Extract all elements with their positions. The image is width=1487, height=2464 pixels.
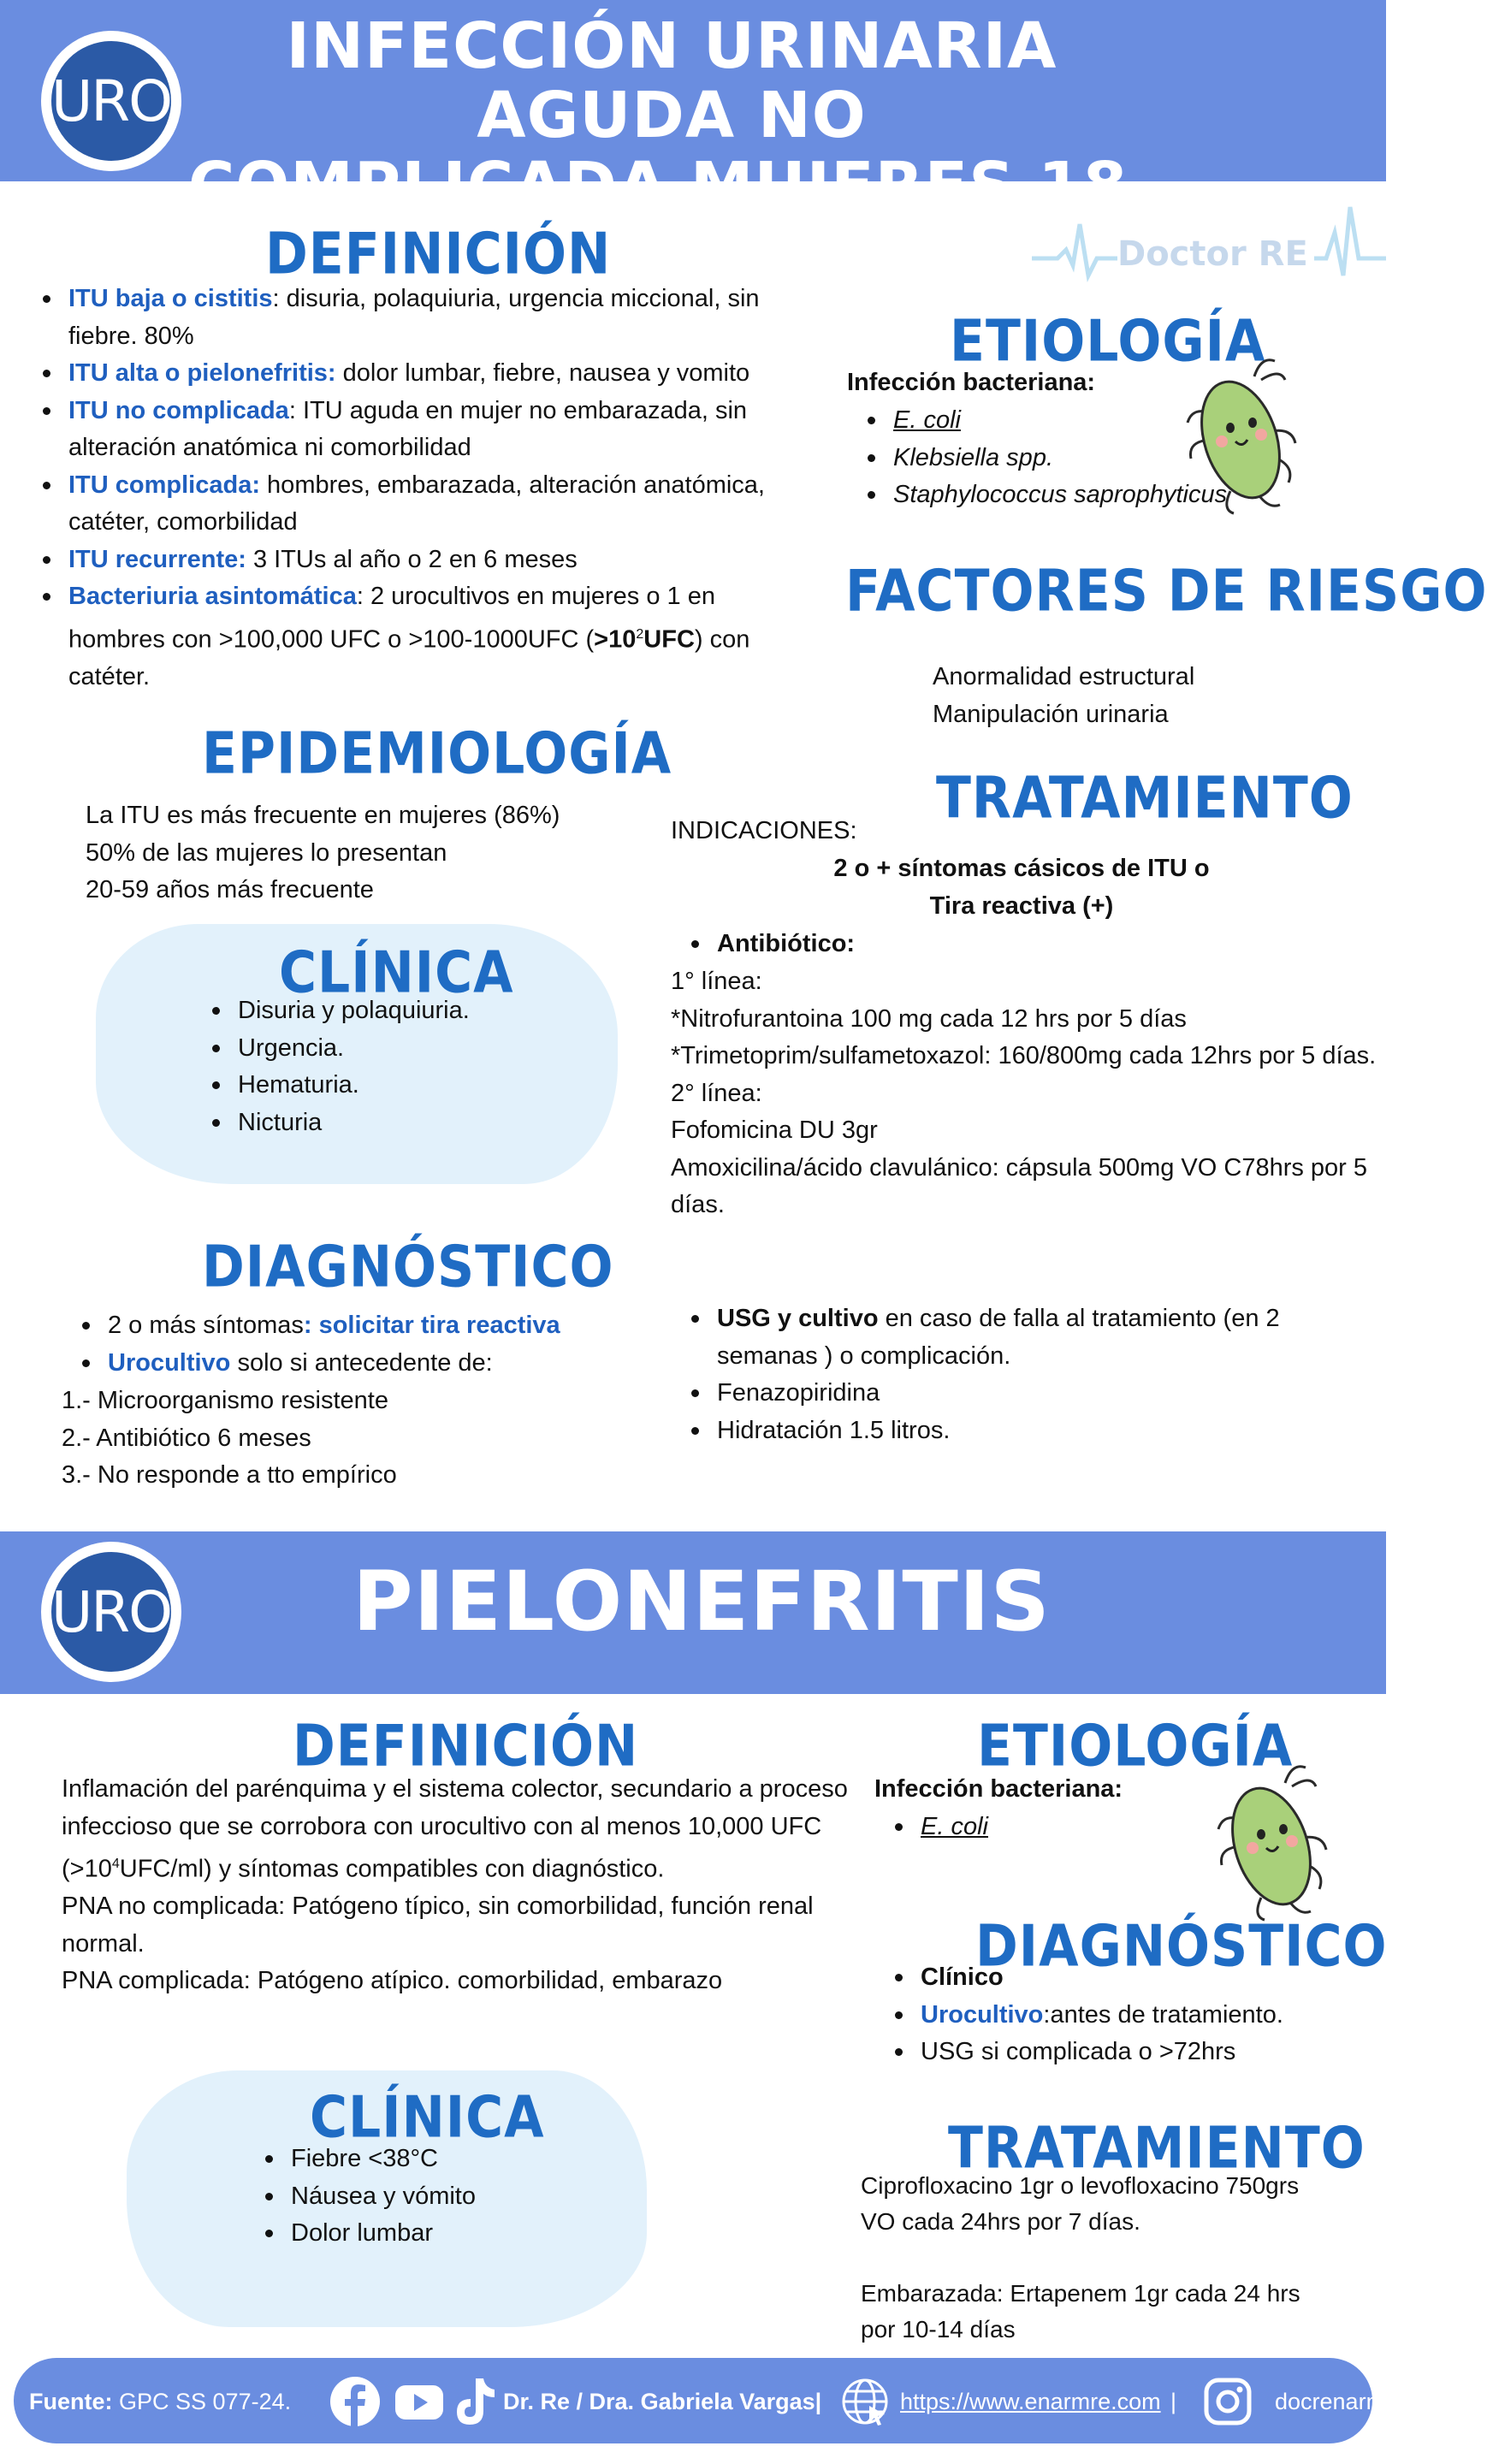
clinica-heading-2: CLÍNICA: [310, 2084, 545, 2152]
list-item: Clínico: [883, 1959, 1379, 1997]
tratamiento-heading-2: TRATAMIENTO: [948, 2115, 1366, 2183]
tratamiento-extra-list: [679, 1300, 1364, 1449]
uro-logo-text: URO: [51, 41, 171, 161]
page-title-2: PIELONEFRITIS: [352, 1554, 1051, 1650]
etiologia-heading-2: ETIOLOGÍA: [977, 1713, 1294, 1780]
etiologia-intro: Infección bacteriana:: [847, 369, 1096, 396]
list-item: ITU baja o cistitis: disuria, polaquiuria, urgencia miccional, sin fiebre. 80%: [31, 281, 809, 355]
etiologia-list-2: [883, 1809, 1157, 1846]
list-item: Dolor lumbar: [253, 2215, 613, 2253]
list-item: Urocultivo:antes de tratamiento.: [883, 1997, 1379, 2035]
footer-bar: [14, 2358, 1386, 2443]
definicion-heading-2: DEFINICIÓN: [293, 1713, 639, 1780]
factores-heading: FACTORES DE RIESGO: [845, 558, 1487, 625]
list-item: ITU alta o pielonefritis: dolor lumbar, fiebre, nausea y vomito: [31, 355, 809, 393]
footer-separator: |: [1170, 2389, 1177, 2414]
uro-logo-text: URO: [51, 1552, 171, 1672]
list-item: Urocultivo solo si antecedente de:: [70, 1345, 652, 1383]
globe-icon[interactable]: [840, 2377, 890, 2426]
list-item: Urgencia.: [200, 1030, 577, 1068]
diagnostico-list: [70, 1307, 652, 1382]
brand-watermark: Doctor RE: [1117, 234, 1308, 274]
list-item: Bacteriuria asintomática: 2 urocultivos en mujeres o 1 en hombres con >100,000 UFC o >100-1000UFC $(>10^2UFC)$ con catéter.: [31, 578, 809, 696]
uro-logo-2: [41, 1542, 181, 1682]
fuente-label: Fuente: GPC SS 077-24.: [29, 2389, 292, 2414]
clinica-heading: CLÍNICA: [279, 939, 514, 1007]
bacteria-icon: [1210, 1752, 1338, 1923]
list-item: ITU no complicada: ITU aguda en mujer no embarazada, sin alteración anatómica ni comorbilidad: [31, 393, 809, 467]
diagnostico-heading: DIAGNÓSTICO: [202, 1234, 614, 1301]
tratamiento-text-2: Ciprofloxacino 1gr o levofloxacino 750grs VO cada 24hrs por 7 días. Embarazada: Ertapenem 1gr cada 24 hrs por 10-14 días: [861, 2172, 1300, 2343]
list-item: Fenazopiridina: [679, 1375, 1364, 1413]
etiologia-intro-2: Infección bacteriana:: [874, 1775, 1123, 1803]
factores-text: Anormalidad estructural Manipulación urinaria: [933, 663, 1195, 728]
tratamiento-heading: TRATAMIENTO: [936, 765, 1354, 832]
title-line-1: INFECCIÓN URINARIA AGUDA NO: [286, 9, 1057, 153]
list-item: Hematuria.: [200, 1067, 577, 1105]
list-item: Disuria y polaquiuria.: [200, 992, 577, 1030]
indicaciones-text: 2 o + síntomas cásicos de ITU o Tira reactiva (+): [833, 855, 1210, 920]
definicion-text-2: Inflamación del parénquima y el sistema colector, secundario a proceso infeccioso que se corrobora con urocultivo con al menos 10,000 UFC $(>10^4UFC/ml)$ y síntomas compatibles con diagnóstico. PNA no complicada: Patógeno típico, sin comorbilidad, función renal normal. PNA complicada: Patógeno atípico. comorbilidad, embarazo: [62, 1775, 848, 1995]
facebook-icon[interactable]: [330, 2377, 380, 2426]
antibiotico-list: [679, 926, 1193, 963]
diagnostico-heading-2: DIAGNÓSTICO: [975, 1913, 1388, 1981]
list-item: Fiebre <38°C: [253, 2141, 613, 2178]
clinica-list-2: [253, 2141, 613, 2253]
bacteria-icon: [1179, 346, 1307, 517]
list-item: ITU recurrente: 3 ITUs al año o 2 en 6 meses: [31, 542, 809, 579]
list-item: Klebsiella spp.: [856, 440, 1335, 477]
diagnostico-list-2: [883, 1959, 1379, 2071]
list-item: Staphylococcus saprophyticus: [856, 477, 1335, 514]
indicaciones-label: INDICACIONES:: [671, 817, 857, 844]
list-item: Nicturia: [200, 1105, 577, 1142]
tiktok-icon[interactable]: [453, 2377, 496, 2426]
list-item: E. coli: [856, 402, 1335, 440]
tratamiento-lines: 1° línea: *Nitrofurantoina 100 mg cada 12 hrs por 5 días *Trimetoprim/sulfametoxazol: 160/800mg cada 12hrs por 5 días. 2° línea: Fofomicina DU 3gr Amoxicilina/ácido clavulánico: cápsula 500mg VO C78hrs por 5 días.: [671, 968, 1377, 1218]
list-item: Antibiótico:: [679, 926, 1193, 963]
instagram-icon[interactable]: [1203, 2377, 1253, 2426]
epidemiologia-text: La ITU es más frecuente en mujeres (86%) 50% de las mujeres lo presentan 20-59 años más frecuente: [86, 802, 560, 903]
title-line-2: COMPLICADA MUJERES 18-59 AÑOS: [188, 148, 1155, 293]
definicion-heading: DEFINICIÓN: [265, 221, 612, 288]
uro-logo-1: [41, 31, 181, 171]
list-item: Hidratación 1.5 litros.: [679, 1413, 1364, 1450]
authors-text: Dr. Re / Dra. Gabriela Vargas|: [503, 2389, 822, 2414]
etiologia-heading: ETIOLOGÍA: [950, 308, 1266, 376]
epidemiologia-heading: EPIDEMIOLOGÍA: [202, 720, 672, 788]
instagram-handle[interactable]: docrenarm: [1275, 2389, 1386, 2414]
list-item: ITU complicada: hombres, embarazada, alteración anatómica, catéter, comorbilidad: [31, 467, 809, 542]
diagnostico-numbered: 1.- Microorganismo resistente 2.- Antibiótico 6 meses 3.- No responde a tto empírico: [62, 1387, 397, 1489]
list-item: Náusea y vómito: [253, 2178, 613, 2216]
list-item: USG si complicada o >72hrs: [883, 2034, 1379, 2071]
list-item: USG y cultivo en caso de falla al tratamiento (en 2 semanas ) o complicación.: [679, 1300, 1364, 1375]
list-item: E. coli: [883, 1809, 1157, 1846]
definicion-list: [31, 281, 809, 696]
list-item: 2 o más síntomas: solicitar tira reactiva: [70, 1307, 652, 1345]
clinica-list: [200, 992, 577, 1141]
website-link[interactable]: https://www.enarmre.com: [900, 2389, 1161, 2414]
youtube-icon[interactable]: [395, 2385, 443, 2420]
